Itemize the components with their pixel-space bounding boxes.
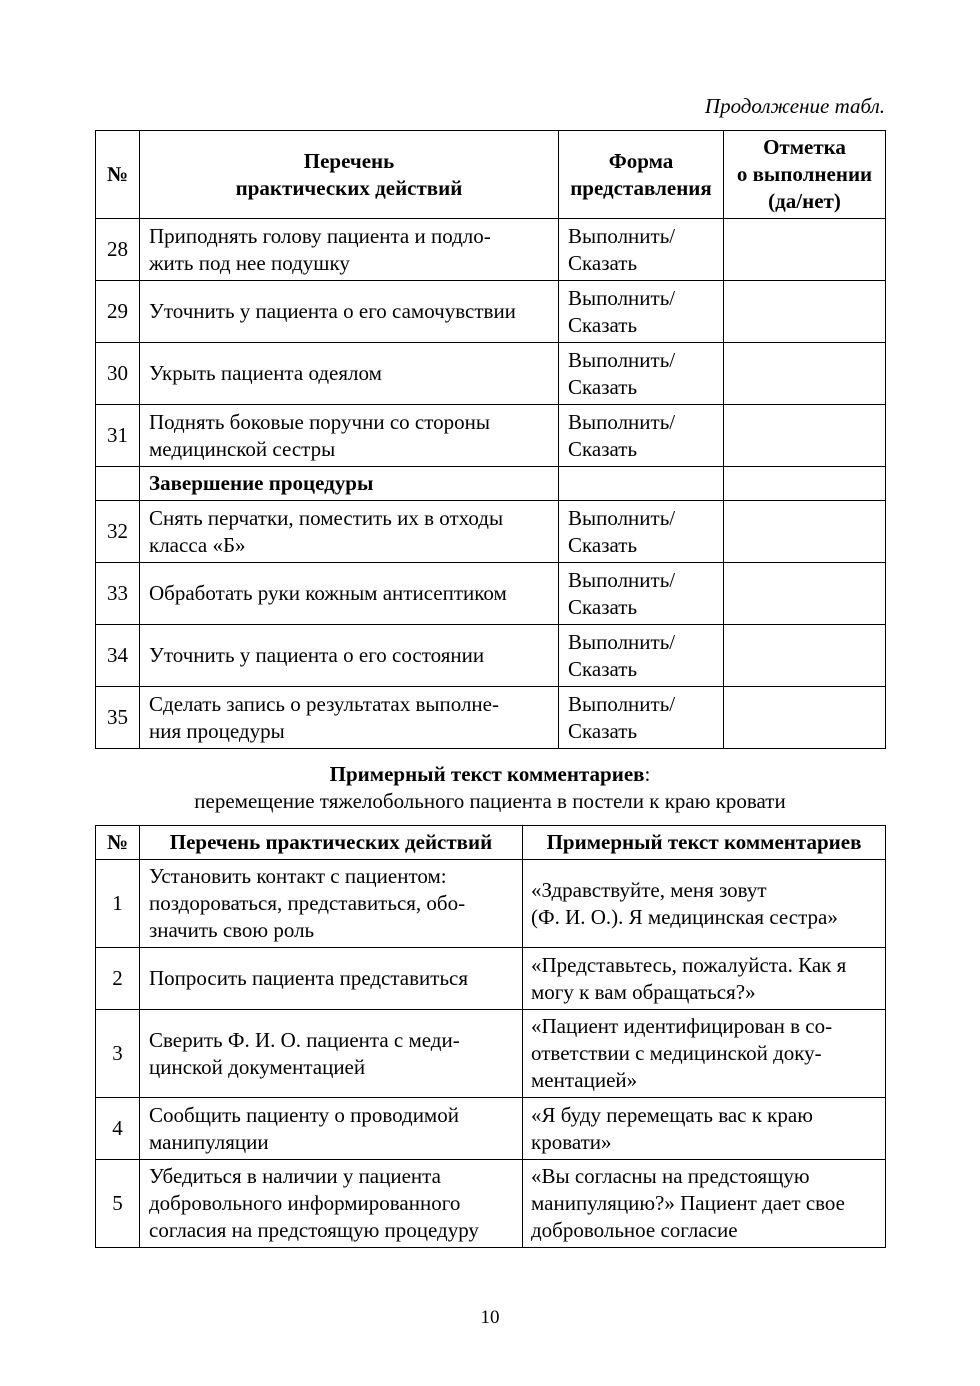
table-row — [96, 405, 886, 467]
row-number: 29 — [96, 281, 140, 343]
row-number: 30 — [96, 343, 140, 405]
action-cell: Установить контакт с пациентом: поздороваться, представиться, обо- значить свою роль — [140, 860, 523, 948]
action-cell: Уточнить у пациента о его самочувствии — [140, 281, 559, 343]
row-number: 28 — [96, 219, 140, 281]
comment-cell: «Я буду перемещать вас к краю кровати» — [523, 1098, 886, 1160]
table-row — [96, 1098, 886, 1160]
mark-cell — [724, 281, 886, 343]
action-cell: Обработать руки кожным антисептиком — [140, 563, 559, 625]
comment-cell: «Здравствуйте, меня зовут (Ф. И. О.). Я медицинская сестра» — [523, 860, 886, 948]
row-number: 35 — [96, 687, 140, 749]
mark-cell — [724, 219, 886, 281]
comments-title-block: Примерный текст комментариев: перемещение тяжелобольного пациента в постели к краю кровати — [95, 761, 885, 815]
table-row — [96, 563, 886, 625]
procedure-checklist-table — [95, 130, 886, 749]
form-cell: Выполнить/ Сказать — [559, 405, 724, 467]
table-row — [96, 625, 886, 687]
action-cell: Попросить пациента представиться — [140, 948, 523, 1010]
header-actions: Перечень практических действий — [140, 131, 559, 219]
row-number: 34 — [96, 625, 140, 687]
section-row — [96, 467, 886, 501]
form-cell: Выполнить/ Сказать — [559, 219, 724, 281]
row-number: 2 — [96, 948, 140, 1010]
table-row — [96, 501, 886, 563]
section-title: Завершение процедуры — [140, 467, 559, 501]
header-form: Форма представления — [559, 131, 724, 219]
table-row — [96, 219, 886, 281]
header-comment: Примерный текст комментариев — [523, 826, 886, 860]
action-cell: Снять перчатки, поместить их в отходы класса «Б» — [140, 501, 559, 563]
row-number: 3 — [96, 1010, 140, 1098]
table-row — [96, 687, 886, 749]
comments-subtitle: перемещение тяжелобольного пациента в постели к краю кровати — [194, 789, 786, 813]
row-number: 32 — [96, 501, 140, 563]
header-actions: Перечень практических действий — [140, 826, 523, 860]
mark-cell — [724, 343, 886, 405]
header-number: № — [96, 826, 140, 860]
action-cell: Сообщить пациенту о проводимой манипуляции — [140, 1098, 523, 1160]
action-cell: Сделать запись о результатах выполне- ния процедуры — [140, 687, 559, 749]
form-cell: Выполнить/ Сказать — [559, 625, 724, 687]
form-cell: Выполнить/ Сказать — [559, 563, 724, 625]
comments-table — [95, 825, 886, 1248]
mark-cell — [724, 563, 886, 625]
comments-title: Примерный текст комментариев — [329, 762, 645, 786]
table-row — [96, 281, 886, 343]
table-continuation-caption: Продолжение табл. — [704, 94, 885, 118]
action-cell: Убедиться в наличии у пациента добровольного информированного согласия на предстоящую процедуру — [140, 1160, 523, 1248]
form-cell: Выполнить/ Сказать — [559, 687, 724, 749]
table-row — [96, 1160, 886, 1248]
table-header-row — [96, 131, 886, 219]
action-cell: Поднять боковые поручни со стороны медицинской сестры — [140, 405, 559, 467]
header-mark: Отметка о выполнении (да/нет) — [724, 131, 886, 219]
header-number: № — [96, 131, 140, 219]
action-cell: Сверить Ф. И. О. пациента с меди- цинской документацией — [140, 1010, 523, 1098]
table-row — [96, 1010, 886, 1098]
table-row — [96, 948, 886, 1010]
action-cell: Укрыть пациента одеялом — [140, 343, 559, 405]
table-row — [96, 343, 886, 405]
page-number: 10 — [480, 1307, 500, 1328]
table-row — [96, 860, 886, 948]
row-number: 4 — [96, 1098, 140, 1160]
action-cell: Приподнять голову пациента и подло- жить под нее подушку — [140, 219, 559, 281]
row-number: 33 — [96, 563, 140, 625]
form-cell: Выполнить/ Сказать — [559, 501, 724, 563]
comment-cell: «Пациент идентифицирован в со- ответствии с медицинской доку- ментацией» — [523, 1010, 886, 1098]
mark-cell — [724, 687, 886, 749]
row-number: 5 — [96, 1160, 140, 1248]
table-header-row — [96, 826, 886, 860]
comment-cell: «Представьтесь, пожалуйста. Как я могу к вам обращаться?» — [523, 948, 886, 1010]
form-cell: Выполнить/ Сказать — [559, 343, 724, 405]
mark-cell — [724, 625, 886, 687]
mark-cell — [724, 501, 886, 563]
row-number: 31 — [96, 405, 140, 467]
comment-cell: «Вы согласны на предстоящую манипуляцию?» Пациент дает свое добровольное согласие — [523, 1160, 886, 1248]
action-cell: Уточнить у пациента о его состоянии — [140, 625, 559, 687]
row-number: 1 — [96, 860, 140, 948]
form-cell: Выполнить/ Сказать — [559, 281, 724, 343]
mark-cell — [724, 405, 886, 467]
